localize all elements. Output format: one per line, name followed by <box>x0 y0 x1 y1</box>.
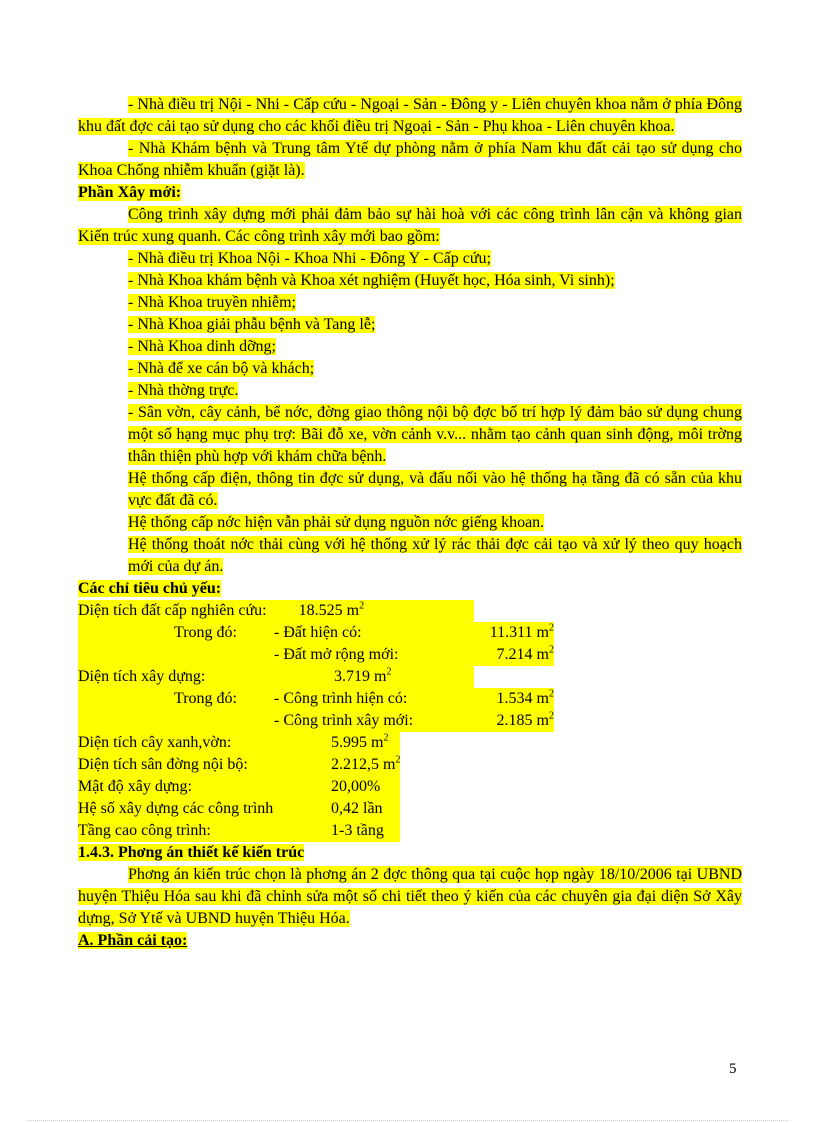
list-item: - Nhà Khoa khám bệnh và Khoa xét nghiệm (Huyết học, Hóa sinh, Vi sinh); <box>128 272 615 289</box>
list-item: - Nhà Khoa giải phẫu bệnh và Tang lễ; <box>128 316 376 333</box>
of-which-label: Trong đó: <box>174 622 274 644</box>
table-row: Diện tích xây dựng: 3.719 $m^2$ <box>78 666 554 688</box>
heading-architectural-design: 1.4.3. Phơng án thiết kế kiến trúc <box>78 844 305 861</box>
new-works-label: - Công trình xây mới: <box>274 710 474 732</box>
list-item: Hệ thống cấp điện, thông tin đợc sử dụng, và đấu nối vào hệ thống hạ tầng đã có sẵn của khu vực đất đã có. <box>128 470 742 509</box>
expanded-land-value: 7.214 m <box>496 646 549 663</box>
table-row: Diện tích sân đờng nội bộ: 2.212,5 $m^2$ <box>78 754 400 776</box>
table-row: Tầng cao công trình: 1-3 tầng <box>78 820 400 842</box>
new-build-list <box>128 248 742 578</box>
built-area-value: 3.719 m <box>334 668 387 685</box>
site-area-value: 18.525 m <box>298 602 360 619</box>
table-row: - Đất mở rộng mới: 7.214 $m^2$ <box>78 644 554 666</box>
table-row: - Công trình xây mới: 2.185 $m^2$ <box>78 710 554 732</box>
page-border-divider <box>28 1120 788 1121</box>
list-item: Hệ thống thoát nớc thải cùng với hệ thống xử lý rác thải đợc cải tạo và xử lý theo quy hoạch mới của dự án. <box>128 536 742 575</box>
list-item: Hệ thống cấp nớc hiện vẫn phải sử dụng nguồn nớc giếng khoan. <box>128 514 545 531</box>
site-area-label: Diện tích đất cấp nghiên cứu: <box>78 602 267 619</box>
heading-indicators: Các chỉ tiêu chủ yếu: <box>78 580 222 597</box>
table-row: Diện tích cây xanh,vờn: 5.995 $m^2$ <box>78 732 400 754</box>
existing-land-label: - Đất hiện có: <box>274 622 474 644</box>
heading-renovation-part: A. Phần cải tạo: <box>78 932 188 949</box>
list-item: - Nhà để xe cán bộ và khách; <box>128 360 315 377</box>
new-works-value: 2.185 m <box>496 712 549 729</box>
table-row: Trong đó: - Công trình hiện có: 1.534 $m^2$ <box>78 688 554 710</box>
heading-new-build: Phần Xây mới: <box>78 184 182 201</box>
list-item: - Nhà thờng trực. <box>128 382 239 399</box>
existing-land-value: 11.311 m <box>489 624 549 641</box>
list-item: - Nhà điều trị Khoa Nội - Khoa Nhi - Đông Y - Cấp cứu; <box>128 250 491 267</box>
list-item: - Nhà Khoa dinh dỡng; <box>128 338 276 355</box>
existing-works-value: 1.534 m <box>496 690 549 707</box>
document-page <box>78 94 742 952</box>
existing-works-label: - Công trình hiện có: <box>274 688 474 710</box>
indicators-summary <box>78 732 400 842</box>
expanded-land-label: - Đất mở rộng mới: <box>274 644 474 666</box>
of-which-label: Trong đó: <box>174 688 274 710</box>
table-row: Hệ số xây dựng các công trình 0,42 lần <box>78 798 400 820</box>
table-row: Trong đó: - Đất hiện có: 11.311 $m^2$ <box>78 622 554 644</box>
list-item: - Nhà Khoa truyền nhiễm; <box>128 294 296 311</box>
paragraph-new-build-intro: Công trình xây dựng mới phải đảm bảo sự hài hoà với các công trình lân cận và không gian Kiến trúc xung quanh. Các công trình xây mới bao gồm: <box>78 206 742 245</box>
paragraph-south-block: - Nhà Khám bệnh và Trung tâm Ytế dự phòng nằm ở phía Nam khu đất cải tạo sử dụng cho Khoa Chống nhiễm khuẩn (giặt là). <box>78 140 742 179</box>
table-row: Diện tích đất cấp nghiên cứu: 18.525 $m^2$ <box>78 600 554 622</box>
paragraph-design: Phơng án kiến trúc chọn là phơng án 2 đợc thông qua tại cuộc họp ngày 18/10/2006 tại UBND huyện Thiệu Hóa sau khi đã chỉnh sửa một số chi tiết theo ý kiến của các chuyên gia đại diện Sở Xây dựng, Sở Ytế và UBND huyện Thiệu Hóa. <box>78 866 742 927</box>
indicators-table <box>78 600 554 732</box>
page-number: 5 <box>729 1061 737 1077</box>
list-item: - Sân vờn, cây cảnh, bể nớc, đờng giao thông nội bộ đợc bố trí hợp lý đảm bảo sử dụng chung một số hạng mục phụ trợ: Bãi đỗ xe, vờn cảnh v.v... nhằm tạo cảnh quan sinh động, môi trờng thân thiện phù hợp với khám chữa bệnh. <box>128 404 742 465</box>
built-area-label: Diện tích xây dựng: <box>78 666 274 688</box>
table-row: Mật độ xây dựng: 20,00% <box>78 776 400 798</box>
paragraph-east-block: - Nhà điều trị Nội - Nhi - Cấp cứu - Ngoại - Sản - Đông y - Liên chuyên khoa nằm ở phía Đông khu đất đợc cải tạo sử dụng cho các khối điều trị Ngoại - Sản - Phụ khoa - Liên chuyên khoa. <box>78 96 742 135</box>
